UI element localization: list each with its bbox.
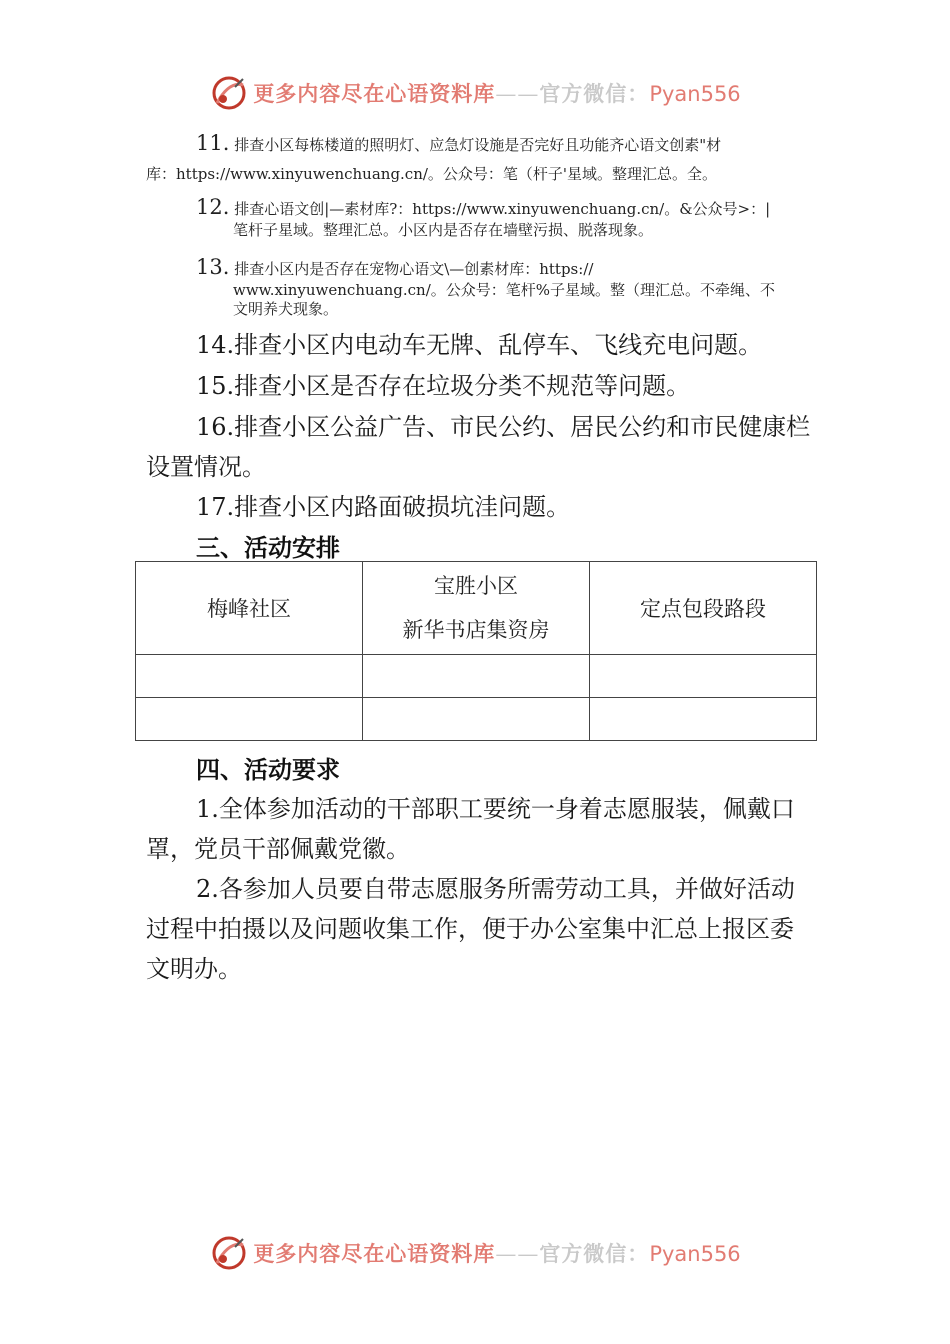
table-cell (136, 655, 363, 698)
neighborhood-name: 宝胜小区 (434, 574, 518, 598)
brand-logo-icon (209, 1233, 249, 1273)
table-cell (363, 655, 590, 698)
item-16: 16.排查小区公益广告、市民公约、居民公约和市民健康栏设置情况。 (146, 413, 811, 481)
item-13-line3: 文明养犬现象。 (233, 300, 339, 318)
table-cell-neighborhood (363, 562, 590, 655)
schedule-table (135, 561, 817, 741)
neighborhood-building: 新华书店集资房 (402, 618, 550, 642)
watermark-banner-bottom (0, 1228, 950, 1278)
requirement-1: 1.全体参加活动的干部职工要统一身着志愿服装，佩戴口罩，党员干部佩戴党徽。 (146, 795, 795, 863)
item-12-line2: 笔杆子星域。整理汇总。小区内是否存在墙壁污损、脱落现象。 (233, 221, 654, 239)
item-11-line1: 11. 排查小区每栋楼道的照明灯、应急灯设施是否完好且功能齐心语文创素"材 (196, 131, 722, 155)
item-14: 14.排查小区内电动车无牌、乱停车、飞线充电问题。 (196, 331, 763, 359)
watermark-banner-top (0, 68, 950, 118)
item-13-line2: www.xinyuwenchuang.cn/。公众号：笔杆%子星域。整（理汇总。不牵绳、不 (233, 281, 776, 299)
item-12-line1: 12. 排查心语文创|—素材库?：https://www.xinyuwenchuang.cn/。&公众号>：| (196, 195, 771, 219)
table-cell (136, 698, 363, 741)
table-row (136, 562, 817, 655)
table-row (136, 655, 817, 698)
item-11-line2: 库：https://www.xinyuwenchuang.cn/。公众号：笔（杆子'星域。整理汇总。全。 (146, 165, 718, 183)
requirement-2: 2.各参加人员要自带志愿服务所需劳动工具，并做好活动过程中拍摄以及问题收集工作，便于办公室集中汇总上报区委文明办。 (146, 875, 795, 983)
section-3-title: 三、活动安排 (196, 534, 340, 562)
banner-text: 更多内容尽在心语资料库——官方微信：Pyan556 (253, 81, 741, 106)
table-row (136, 698, 817, 741)
table-cell (363, 698, 590, 741)
item-13-line1: 13. 排查小区内是否存在宠物心语文\—创素材库：https:// (196, 255, 594, 279)
table-cell-community: 梅峰社区 (136, 562, 363, 655)
table-cell (590, 698, 817, 741)
item-17: 17.排查小区内路面破损坑洼问题。 (196, 493, 571, 521)
section-4-title: 四、活动要求 (196, 756, 340, 784)
table-cell-road-section: 定点包段路段 (590, 562, 817, 655)
banner-text: 更多内容尽在心语资料库——官方微信：Pyan556 (253, 1241, 741, 1266)
item-15: 15.排查小区是否存在垃圾分类不规范等问题。 (196, 372, 691, 400)
brand-logo-icon (209, 73, 249, 113)
table-cell (590, 655, 817, 698)
